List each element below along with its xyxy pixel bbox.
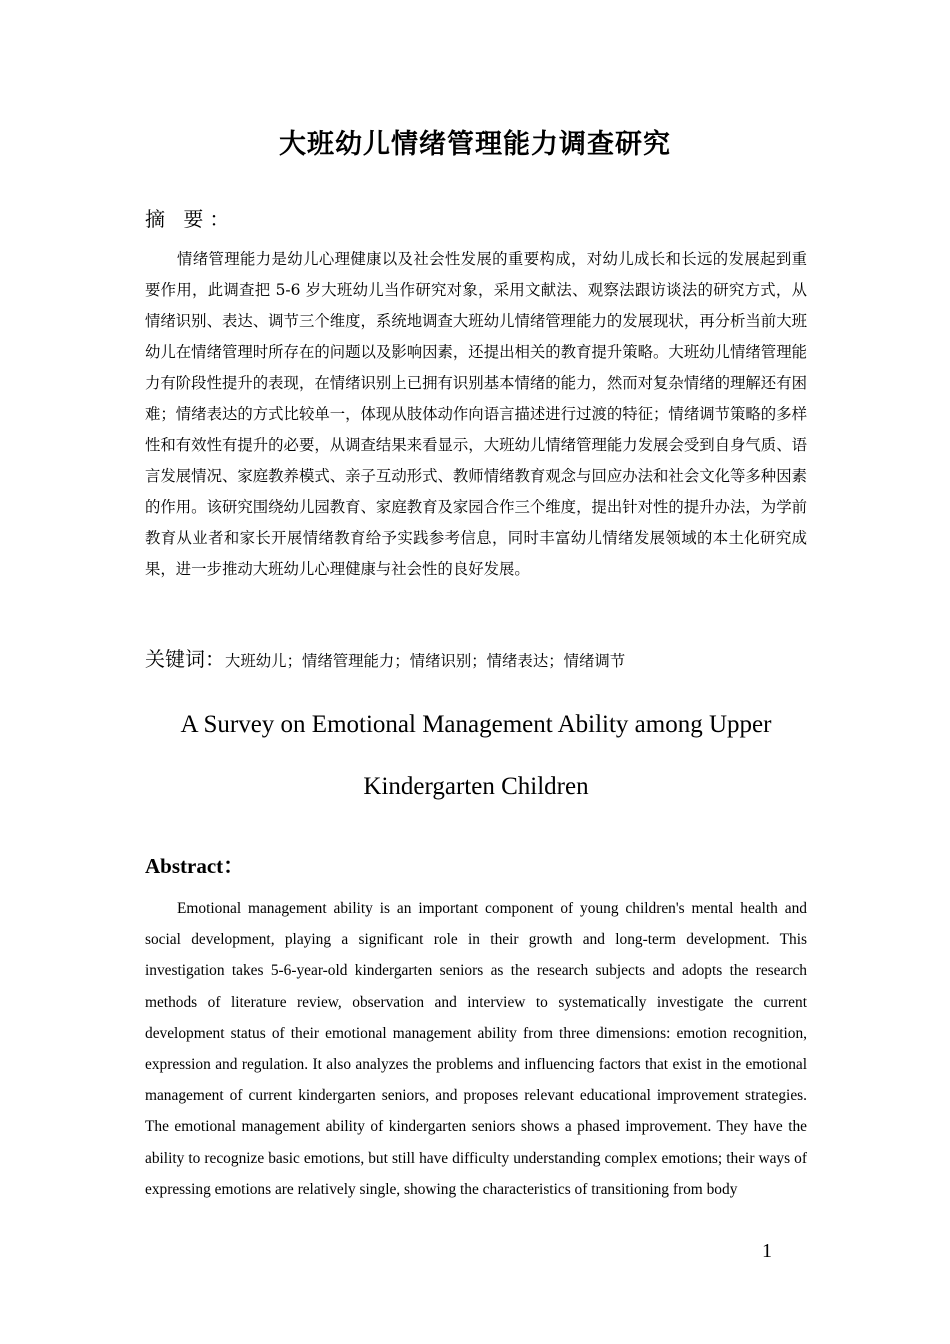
chinese-title: 大班幼儿情绪管理能力调查研究 [279,129,671,160]
english-abstract-label: Abstract： [145,854,245,878]
chinese-keywords-list: 大班幼儿；情绪管理能力；情绪识别；情绪表达；情绪调节 [225,652,626,670]
chinese-keywords-label: 关键词： [145,647,225,671]
english-abstract-body: Emotional management ability is an important component of young children's mental health and social development, playing a significant role in their growth and long-term development. This investigation takes 5-6-year-old kindergarten seniors as the research subjects and adopts the research methods of literature review, observation and interview to systematically investigate the current development status of their emotional management ability from three dimensions: emotion recognition, expression and regulation. It also analyzes the problems and influencing factors that exist in the emotional management of current kindergarten seniors, and proposes relevant educational improvement strategies. The emotional management ability of kindergarten seniors shows a phased improvement. They have the ability to recognize basic emotions, but still have difficulty understanding complex emotions; their ways of expressing emotions are relatively single, showing the characteristics of transitioning from body [145,900,807,1198]
page-number: 1 [762,1240,772,1262]
chinese-abstract-body: 情绪管理能力是幼儿心理健康以及社会性发展的重要构成，对幼儿成长和长远的发展起到重要作用，此调查把 5-6 岁大班幼儿当作研究对象，采用文献法、观察法跟访谈法的研究方式，从情绪识别、表达、调节三个维度，系统地调查大班幼儿情绪管理能力的发展现状，再分析当前大班幼儿在情绪管理时所存在的问题以及影响因素，还提出相关的教育提升策略。大班幼儿情绪管理能力有阶段性提升的表现，在情绪识别上已拥有识别基本情绪的能力，然而对复杂情绪的理解还有困难；情绪表达的方式比较单一，体现从肢体动作向语言描述进行过渡的特征；情绪调节策略的多样性和有效性有提升的必要，从调查结果来看显示，大班幼儿情绪管理能力发展会受到自身气质、语言发展情况、家庭教养模式、亲子互动形式、教师情绪教育观念与回应办法和社会文化等多种因素的作用。该研究围绕幼儿园教育、家庭教育及家园合作三个维度，提出针对性的提升办法，为学前教育从业者和家长开展情绪教育给予实践参考信息，同时丰富幼儿情绪发展领域的本土化研究成果，进一步推动大班幼儿心理健康与社会性的良好发展。 [145,250,807,578]
chinese-keywords [145,645,807,675]
english-title: A Survey on Emotional Management Ability among Upper Kindergarten Children [180,711,772,800]
chinese-abstract-label: 摘 要： [145,207,236,231]
